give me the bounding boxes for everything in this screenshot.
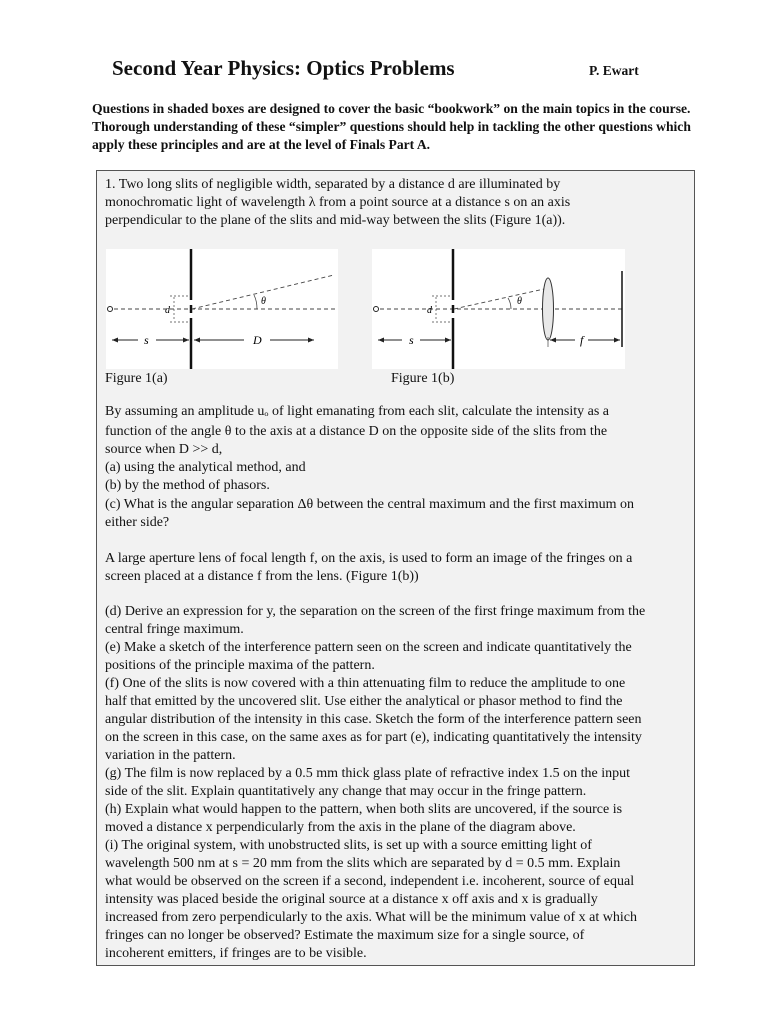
problem-text-line: on the screen in this case, on the same axes as for part (e), indicating quantitatively the intensity [105,730,642,745]
d-label: d [427,305,432,316]
author-name: P. Ewart [589,63,639,78]
problem-text-line: what would be observed on the screen if a second, independent i.e. incoherent, source of equal [105,874,635,889]
problem-text-line: (f) One of the slits is now covered with a thin attenuating film to reduce the amplitude to one [105,676,626,691]
problem-text-line: angular distribution of the intensity in this case. Sketch the form of the interference pattern seen [105,712,642,727]
problem-text-line: fringes can no longer be observed? Estimate the maximum size for a single source, of [105,928,585,943]
problem-text-line: moved a distance x perpendicularly from the axis in the plane of the diagram above. [105,820,576,835]
d-label: d [165,305,170,316]
problem-text-line: half that emitted by the uncovered slit. Use either the analytical or phasor method to find the [105,694,623,709]
problem-box [96,170,695,966]
problem-text-line: increased from zero perpendicularly to the axis. What will be the minimum value of x at which [105,910,637,925]
intro-paragraph: Questions in shaded boxes are designed to cover the basic “bookwork” on the main topics in the course. Thorough understanding of these “simpler” questions should help in tackling the other questions which apply these principles and are at the level of Finals Part A. [92,101,691,152]
theta-label: θ [261,296,266,307]
figure-1a-caption: Figure 1(a) [105,371,168,386]
s-label: s [409,333,414,347]
problem-text-line: source when D >> d, [105,442,223,457]
problem-text-line: (h) Explain what would happen to the pattern, when both slits are uncovered, if the source is [105,802,623,817]
problem-text-line: By assuming an amplitude uₒ of light emanating from each slit, calculate the intensity as a [105,404,610,419]
arrowhead-icon [445,338,451,343]
figure-1b-diagram [372,249,625,369]
problem-text-line: (e) Make a sketch of the interference pattern seen on the screen and indicate quantitatively the [105,640,632,655]
problem-text-line: either side? [105,515,170,530]
lens-icon [543,278,554,340]
D-label: D [253,333,262,347]
arrowhead-icon [183,338,189,343]
figure-1a [106,249,338,369]
arrowhead-icon [378,338,384,343]
problem-text-line: (g) The film is now replaced by a 0.5 mm thick glass plate of refractive index 1.5 on the input [105,766,630,781]
theta-label: θ [517,296,522,307]
page-header [112,56,672,86]
problem-text-line: (d) Derive an expression for y, the separation on the screen of the first fringe maximum from the [105,604,646,619]
problem-text-line: variation in the pattern. [105,748,236,763]
arrowhead-icon [112,338,118,343]
problem-text-line: function of the angle θ to the axis at a distance D on the opposite side of the slits from the [105,424,608,439]
problem-text-line: intensity was placed beside the original source at a distance x off axis and x is gradually [105,892,598,907]
point-source-icon [108,307,113,312]
problem-text-line: monochromatic light of wavelength λ from a point source at a distance s on an axis [105,195,571,210]
problem-text-line: A large aperture lens of focal length f, on the axis, is used to form an image of the fringes on a [105,551,633,566]
s-label: s [144,333,149,347]
problem-text-line: positions of the principle maxima of the pattern. [105,658,375,673]
problem-text-line: (a) using the analytical method, and [105,460,306,475]
arrowhead-icon [308,338,314,343]
page-title: Second Year Physics: Optics Problems [112,56,455,80]
problem-text-line: (b) by the method of phasors. [105,478,270,493]
figure-1a-diagram [106,249,338,369]
problem-text-line: incoherent emitters, if fringes are to be visible. [105,946,367,961]
arrowhead-icon [614,338,620,343]
problem-text-line: perpendicular to the plane of the slits and mid-way between the slits (Figure 1(a)). [105,213,566,228]
diffracted-ray [454,289,544,309]
point-source-icon [374,307,379,312]
f-label: f [580,333,584,347]
problem-text-line: central fringe maximum. [105,622,244,637]
problem-text-line: (i) The original system, with unobstructed slits, is set up with a source emitting light of [105,838,592,853]
arrowhead-icon [194,338,200,343]
theta-arc [254,295,257,309]
theta-arc [508,298,511,309]
arrowhead-icon [550,338,556,343]
problem-text-line: 1. Two long slits of negligible width, separated by a distance d are illuminated by [105,177,561,192]
problem-text-line: wavelength 500 nm at s = 20 mm from the slits which are separated by d = 0.5 mm. Explain [105,856,621,871]
problem-text-line: side of the slit. Explain quantitatively any change that may occur in the fringe pattern. [105,784,587,799]
figure-1b-caption: Figure 1(b) [391,371,455,386]
problem-text-line: screen placed at a distance f from the lens. (Figure 1(b)) [105,569,419,584]
problem-text-line: (c) What is the angular separation Δθ between the central maximum and the first maximum on [105,497,635,512]
figure-1b [372,249,625,369]
